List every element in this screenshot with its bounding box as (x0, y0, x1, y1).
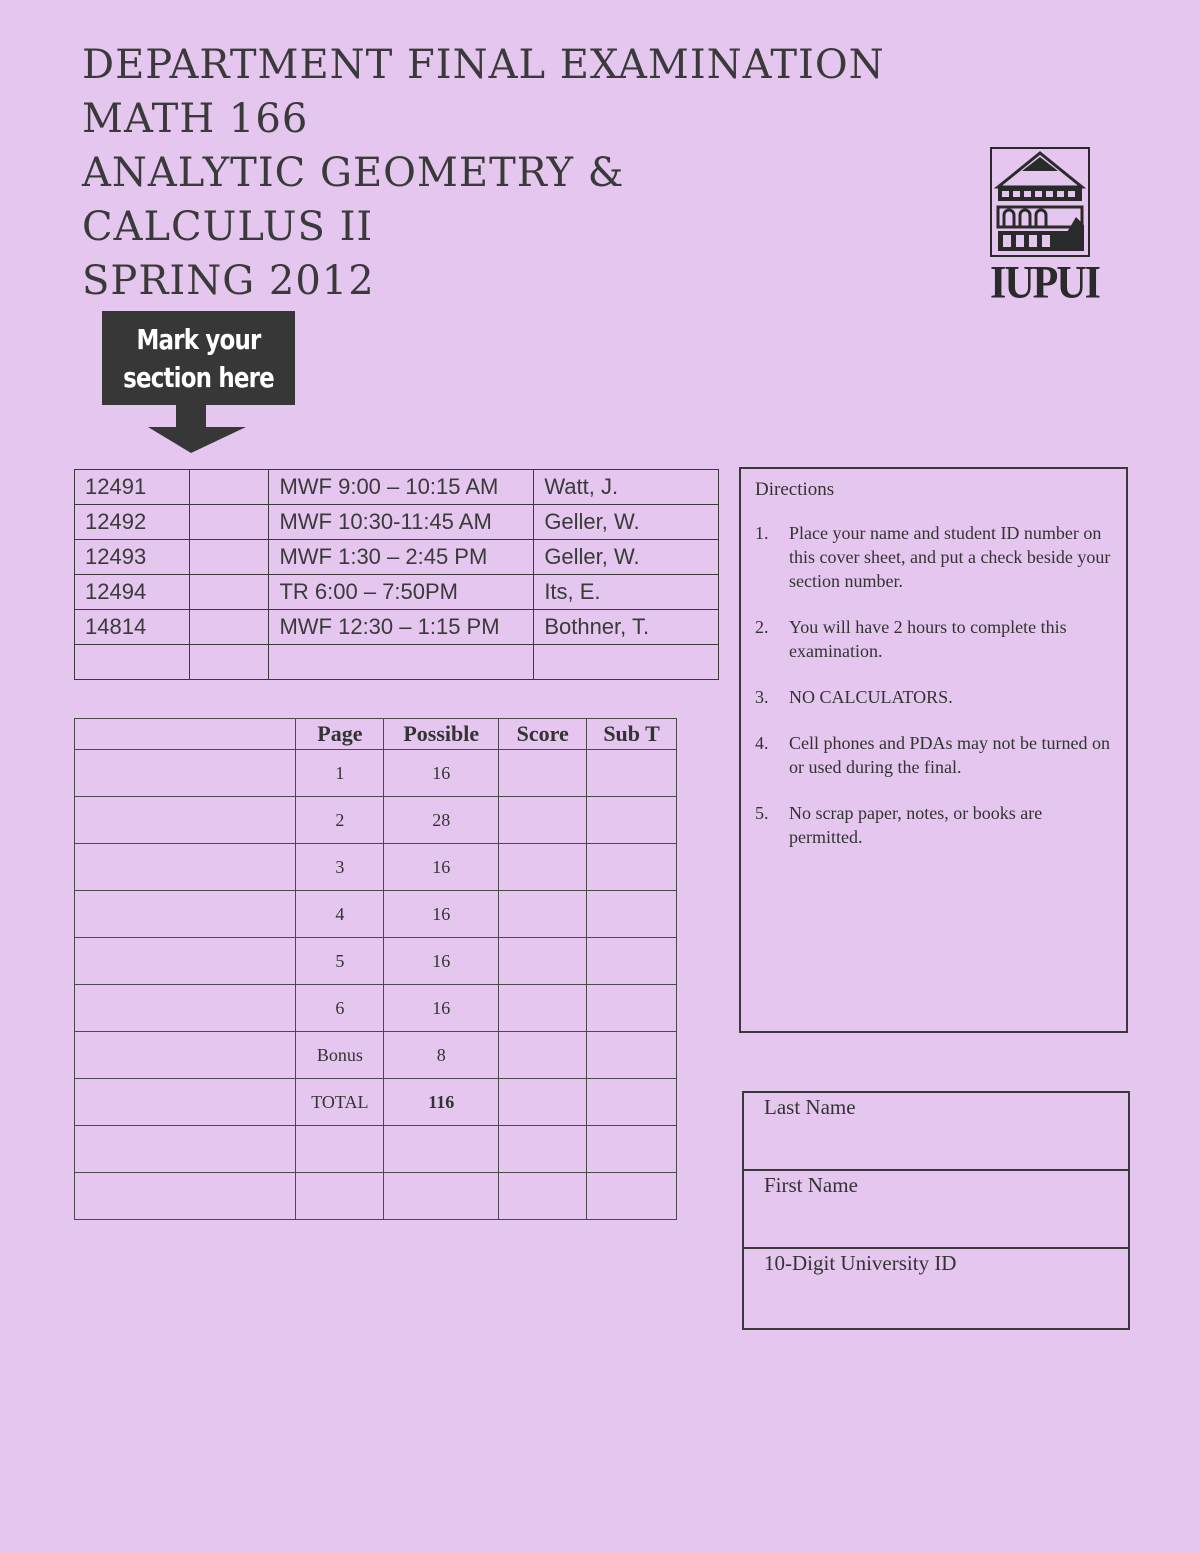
section-instructor (534, 645, 719, 680)
section-time: MWF 12:30 – 1:15 PM (269, 610, 534, 645)
table-row (75, 938, 677, 985)
blank-cell (75, 985, 296, 1032)
subtotal-cell[interactable] (587, 985, 677, 1032)
arrow-down-icon (148, 403, 248, 453)
table-row (75, 540, 719, 575)
section-check-cell[interactable] (189, 540, 269, 575)
direction-text: Place your name and student ID number on this cover sheet, and put a check beside your section number. (789, 523, 1111, 591)
section-number: 12493 (75, 540, 190, 575)
possible-cell (384, 1126, 499, 1173)
subtotal-cell[interactable] (587, 844, 677, 891)
score-cell[interactable] (499, 797, 587, 844)
last-name-field[interactable] (744, 1093, 1128, 1171)
score-table (74, 718, 677, 1220)
subtotal-cell[interactable] (587, 1126, 677, 1173)
section-number: 14814 (75, 610, 190, 645)
logo-text: IUPUI (990, 257, 1100, 309)
page-cell: Bonus (296, 1032, 384, 1079)
blank-cell (75, 797, 296, 844)
section-time: MWF 10:30-11:45 AM (269, 505, 534, 540)
table-row (75, 1079, 677, 1126)
score-cell[interactable] (499, 985, 587, 1032)
direction-number: 3. (755, 687, 769, 707)
table-row (75, 1032, 677, 1079)
section-instructor: Watt, J. (534, 470, 719, 505)
possible-cell: 16 (384, 938, 499, 985)
field-label: First Name (764, 1173, 858, 1197)
direction-item (755, 685, 1112, 709)
section-number (75, 645, 190, 680)
exam-title (82, 38, 885, 308)
section-check-cell[interactable] (189, 470, 269, 505)
student-identity-box (742, 1091, 1130, 1330)
mark-section-callout (102, 311, 295, 405)
section-instructor: Geller, W. (534, 505, 719, 540)
building-icon (990, 147, 1090, 257)
direction-number: 1. (755, 523, 769, 543)
possible-cell: 116 (384, 1079, 499, 1126)
first-name-field[interactable] (744, 1171, 1128, 1249)
section-check-cell[interactable] (189, 575, 269, 610)
section-instructor: Its, E. (534, 575, 719, 610)
section-instructor: Bothner, T. (534, 610, 719, 645)
score-cell[interactable] (499, 1126, 587, 1173)
section-check-cell[interactable] (189, 505, 269, 540)
page-cell: 6 (296, 985, 384, 1032)
blank-cell (75, 938, 296, 985)
section-number: 12491 (75, 470, 190, 505)
section-number: 12492 (75, 505, 190, 540)
subtotal-cell[interactable] (587, 1079, 677, 1126)
direction-text: No scrap paper, notes, or books are permitted. (789, 803, 1043, 847)
section-table (74, 469, 719, 680)
possible-cell (384, 1173, 499, 1220)
section-time (269, 645, 534, 680)
possible-cell: 8 (384, 1032, 499, 1079)
table-row (75, 891, 677, 938)
page-cell (296, 1126, 384, 1173)
table-row (75, 797, 677, 844)
directions-box (739, 467, 1128, 1033)
page-cell: 3 (296, 844, 384, 891)
title-line: SPRING 2012 (82, 258, 375, 304)
table-row (75, 844, 677, 891)
possible-cell: 28 (384, 797, 499, 844)
column-header: Page (296, 719, 384, 750)
section-time: MWF 1:30 – 2:45 PM (269, 540, 534, 575)
page-cell: 1 (296, 750, 384, 797)
page-cell (296, 1173, 384, 1220)
direction-text: Cell phones and PDAs may not be turned on or used during the final. (789, 733, 1110, 777)
column-header: Possible (384, 719, 499, 750)
direction-item (755, 731, 1112, 779)
possible-cell: 16 (384, 844, 499, 891)
callout-line: Mark your (136, 323, 261, 356)
section-check-cell[interactable] (189, 645, 269, 680)
table-row (75, 985, 677, 1032)
direction-text: You will have 2 hours to complete this examination. (789, 617, 1067, 661)
blank-cell (75, 1126, 296, 1173)
direction-number: 5. (755, 803, 769, 823)
direction-item (755, 801, 1112, 849)
table-row (75, 610, 719, 645)
table-row (75, 750, 677, 797)
blank-cell (75, 1079, 296, 1126)
table-row (75, 505, 719, 540)
table-row (75, 645, 719, 680)
direction-number: 4. (755, 733, 769, 753)
table-row (75, 1126, 677, 1173)
score-cell[interactable] (499, 1032, 587, 1079)
blank-cell (75, 1173, 296, 1220)
blank-cell (75, 1032, 296, 1079)
score-cell[interactable] (499, 1079, 587, 1126)
score-cell[interactable] (499, 844, 587, 891)
title-line: DEPARTMENT FINAL EXAMINATION (82, 42, 885, 88)
table-row (75, 575, 719, 610)
subtotal-cell[interactable] (587, 797, 677, 844)
subtotal-cell[interactable] (587, 1173, 677, 1220)
possible-cell: 16 (384, 985, 499, 1032)
page-cell: TOTAL (296, 1079, 384, 1126)
callout-line: section here (123, 361, 274, 394)
subtotal-cell[interactable] (587, 938, 677, 985)
column-header: Score (499, 719, 587, 750)
table-header-row (75, 719, 677, 750)
table-row (75, 1173, 677, 1220)
direction-item (755, 521, 1112, 593)
page-cell: 5 (296, 938, 384, 985)
direction-item (755, 615, 1112, 663)
section-time: TR 6:00 – 7:50PM (269, 575, 534, 610)
direction-text: NO CALCULATORS. (789, 687, 953, 707)
blank-cell (75, 750, 296, 797)
title-line: MATH 166 (82, 96, 309, 142)
score-cell[interactable] (499, 750, 587, 797)
blank-cell (75, 844, 296, 891)
table-row (75, 470, 719, 505)
score-cell[interactable] (499, 938, 587, 985)
subtotal-cell[interactable] (587, 1032, 677, 1079)
section-number: 12494 (75, 575, 190, 610)
title-line: ANALYTIC GEOMETRY & (82, 150, 625, 196)
direction-number: 2. (755, 617, 769, 637)
section-check-cell[interactable] (189, 610, 269, 645)
directions-title: Directions (755, 479, 835, 500)
blank-cell (75, 891, 296, 938)
section-time: MWF 9:00 – 10:15 AM (269, 470, 534, 505)
field-label: 10-Digit University ID (764, 1251, 957, 1275)
subtotal-cell[interactable] (587, 750, 677, 797)
iupui-logo (990, 147, 1100, 309)
score-cell[interactable] (499, 891, 587, 938)
page-cell: 2 (296, 797, 384, 844)
section-instructor: Geller, W. (534, 540, 719, 575)
column-header (75, 719, 296, 750)
page-cell: 4 (296, 891, 384, 938)
university-id-field[interactable] (744, 1249, 1128, 1327)
subtotal-cell[interactable] (587, 891, 677, 938)
column-header: Sub T (587, 719, 677, 750)
possible-cell: 16 (384, 750, 499, 797)
field-label: Last Name (764, 1095, 856, 1119)
score-cell[interactable] (499, 1173, 587, 1220)
possible-cell: 16 (384, 891, 499, 938)
title-line: CALCULUS II (82, 204, 374, 250)
